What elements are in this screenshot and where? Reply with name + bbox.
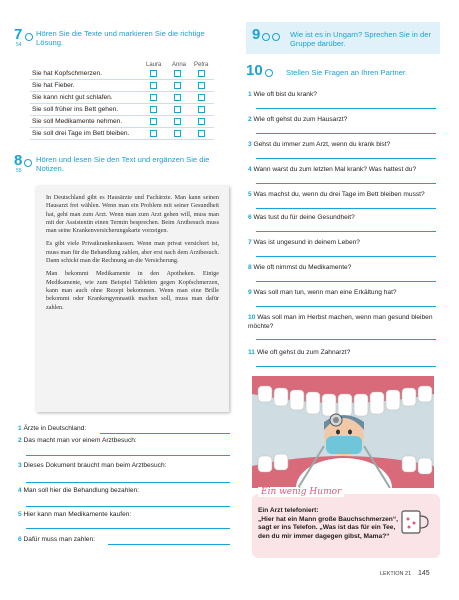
exercise-number: 10 — [246, 62, 263, 79]
table-row-label: Sie hat Fieber. — [32, 82, 75, 89]
answer-line[interactable] — [256, 208, 436, 209]
question-item: 5 Was machst du, wenn du drei Tage im Bett bleiben musst? — [248, 191, 425, 198]
answer-line[interactable] — [256, 158, 436, 159]
checkbox[interactable] — [198, 70, 205, 77]
answer-line[interactable] — [256, 231, 436, 232]
question-item: 1 Wie oft bist du krank? — [248, 91, 317, 98]
checkbox[interactable] — [174, 94, 181, 101]
exercise-10-title: Stellen Sie Fragen an Ihren Partner. — [286, 68, 408, 77]
exercise-7-title: Hören Sie die Texte und markieren Sie die richtige Lösung. — [36, 29, 205, 47]
note-item: 5 Hier kann man Medikamente kaufen: — [18, 511, 132, 518]
audio-icon — [25, 33, 33, 41]
row-divider — [30, 103, 214, 104]
reading-paragraph: Es gibt viele Privatkrankenkassen. Wenn man privat versichert ist, muss man für die Behandlung zahlen, aber erst nach dem Arztbesuch. Dann schickt man die Rechnung an die Versicherung. — [46, 240, 219, 265]
answer-line[interactable] — [26, 482, 230, 483]
audio-track: 55 — [16, 168, 22, 174]
answer-line[interactable] — [256, 366, 436, 367]
answer-line[interactable] — [26, 528, 230, 529]
table-row-label: Sie kann nicht gut schlafen. — [32, 94, 113, 101]
checkbox[interactable] — [150, 118, 157, 125]
question-item: 10 Was soll man im Herbst machen, wenn man gesund bleiben möchte? — [248, 314, 433, 330]
speak-icon — [265, 69, 273, 77]
humor-text-title: Ein Arzt telefoniert: — [258, 507, 319, 514]
question-item: 7 Was ist ungesund in deinem Leben? — [248, 239, 360, 246]
exercise-number: 7 — [14, 26, 23, 43]
question-item: 8 Wie oft nimmst du Medikamente? — [248, 264, 352, 271]
answer-line[interactable] — [100, 433, 230, 434]
row-divider — [30, 91, 214, 92]
table-row-label: Sie soll früher ins Bett gehen. — [32, 106, 119, 113]
checkbox[interactable] — [198, 106, 205, 113]
audio-track: 54 — [16, 42, 22, 48]
answer-line[interactable] — [256, 306, 436, 307]
checkbox[interactable] — [198, 118, 205, 125]
reading-paragraph: In Deutschland gibt es Hausärzte und Fachärzte. Man kann seinen Hausarzt frei wählen. Wenn man ein Problem mit seiner Gesundheit hat, geht man zum Arzt. Wenn man zum Arzt gehen will, muss man mit der Assistentin einen Termin besprechen. Beim Arztbesuch muss man seine Krankenversicherungskarte vorzeigen. — [46, 194, 219, 235]
row-divider — [30, 115, 214, 116]
note-item: 3 Dieses Dokument braucht man beim Arztbesuch: — [18, 462, 167, 469]
question-item: 3 Gehst du immer zum Arzt, wenn du krank bist? — [248, 141, 391, 148]
group-icon — [272, 33, 280, 41]
mug-icon — [398, 505, 430, 539]
note-item: 4 Man soll hier die Behandlung bezahlen: — [18, 487, 139, 494]
answer-line[interactable] — [256, 256, 436, 257]
question-item: 2 Wie oft gehst du zum Hausarzt? — [248, 116, 348, 123]
checkbox[interactable] — [198, 130, 205, 137]
checkbox[interactable] — [150, 70, 157, 77]
exercise-8-title: Hören und lesen Sie den Text und ergänzen Sie die Notizen. — [36, 155, 210, 173]
checkbox[interactable] — [150, 106, 157, 113]
checkbox[interactable] — [174, 70, 181, 77]
checkbox[interactable] — [198, 82, 205, 89]
exercise-9-header — [252, 26, 280, 43]
checkbox[interactable] — [174, 82, 181, 89]
answer-line[interactable] — [256, 133, 436, 134]
audio-icon — [24, 159, 32, 167]
checkbox[interactable] — [174, 118, 181, 125]
answer-line[interactable] — [108, 544, 230, 545]
table-row-label: Sie soll Medikamente nehmen. — [32, 118, 123, 125]
speak-icon — [262, 33, 270, 41]
checkbox[interactable] — [150, 94, 157, 101]
exercise-number: 8 — [14, 152, 23, 169]
table-row-label: Sie soll drei Tage im Bett bleiben. — [32, 130, 130, 137]
note-item: 2 Das macht man vor einem Arztbesuch: — [18, 437, 137, 444]
question-item: 6 Was tust du für deine Gesundheit? — [248, 214, 355, 221]
answer-line[interactable] — [26, 506, 230, 507]
page-number: 145 — [418, 570, 430, 577]
checkbox[interactable] — [150, 130, 157, 137]
answer-line[interactable] — [256, 339, 436, 340]
exercise-10-header — [246, 62, 273, 79]
answer-line[interactable] — [256, 183, 436, 184]
table-row-label: Sie hat Kopfschmerzen. — [32, 70, 103, 77]
answer-line[interactable] — [256, 281, 436, 282]
column-header-anna: Anna — [172, 62, 187, 68]
exercise-8-header — [14, 152, 32, 169]
column-header-laura: Laura — [146, 62, 162, 68]
answer-line[interactable] — [256, 108, 436, 109]
lesson-label: LEKTION 21 — [380, 571, 412, 577]
dentist-illustration — [252, 376, 434, 488]
reading-paragraph: Man bekommt Medikamente in den Apotheken. Einige Medikamente, wie zum Beispiel Tabletten gegen Kopfschmerzen, kann man auch ohne Rezept bekommen. Wenn man eine Brille bekommt oder Krankengymnastik machen soll, muss man dafür zahlen. — [46, 270, 219, 311]
answer-line[interactable] — [26, 455, 230, 456]
exercise-9-title: Wie ist es in Ungarn? Sprechen Sie in der Gruppe darüber. — [290, 30, 431, 48]
note-item: 1 Ärzte in Deutschland: — [18, 425, 87, 432]
row-divider — [30, 139, 214, 140]
dentist-illustration-image — [252, 376, 434, 488]
checkbox[interactable] — [174, 130, 181, 137]
humor-heading: Ein wenig Humor — [258, 487, 344, 497]
question-item: 9 Was soll man tun, wenn man eine Erkältung hat? — [248, 289, 397, 296]
question-item: 4 Wann warst du zum letzten Mal krank? Was hattest du? — [248, 166, 417, 173]
note-item: 6 Dafür muss man zahlen: — [18, 536, 95, 543]
row-divider — [30, 79, 214, 80]
humor-text: „Hier hat ein Mann große Bauchschmerzen“, sagt er ins Telefon. „Was ist das für ein Tee, den du mir immer dagegen gibst, Mama?“ — [258, 516, 398, 540]
checkbox[interactable] — [198, 94, 205, 101]
column-header-petra: Petra — [194, 62, 209, 68]
checkbox[interactable] — [150, 82, 157, 89]
mug-icon-image — [398, 505, 430, 537]
row-divider — [30, 127, 214, 128]
exercise-number: 9 — [252, 26, 261, 43]
reading-text — [36, 186, 229, 412]
checkbox[interactable] — [174, 106, 181, 113]
question-item: 11 Wie oft gehst du zum Zahnarzt? — [248, 349, 351, 356]
